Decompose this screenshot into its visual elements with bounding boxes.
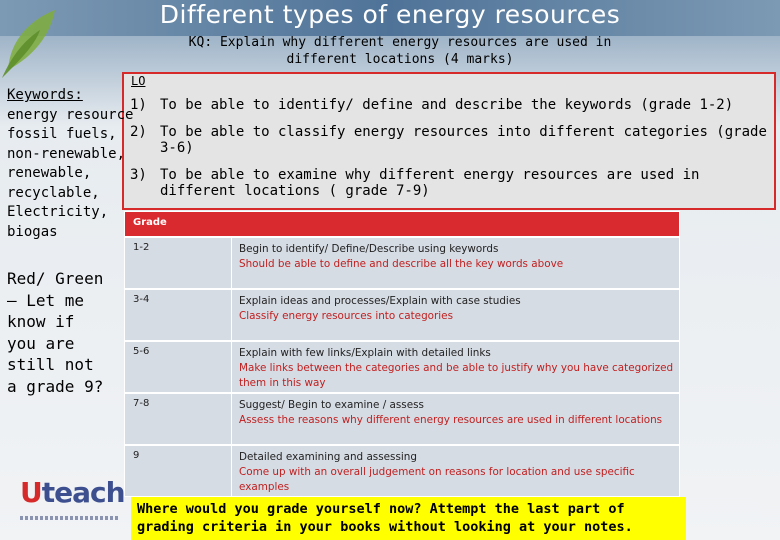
grade-cell: 5-6 [133,346,150,357]
cell-divider [231,446,232,496]
logo-wordmark: Uteach [20,476,125,509]
grade-task: Assess the reasons why different energy resources are used in different locations [239,414,663,426]
keyword-item: recyclable, [7,184,100,201]
uteach-logo [20,476,125,526]
grade-description [239,346,675,391]
grade-description [239,398,675,428]
lo-item-number: 3) [130,167,147,183]
lo-item-text: To be able to identify/ define and describe the keywords (grade 1-2) [160,97,734,113]
grade-description [239,242,675,272]
cell-divider [231,394,232,444]
slide-title: Different types of energy resources [159,0,621,29]
grade-row [124,341,680,393]
lo-item [130,167,770,199]
keyword-item: renewable, [7,165,92,181]
lo-item [130,97,770,113]
grade-criteria: Detailed examining and assessing [239,451,417,463]
grade-task: Make links between the categories and be able to justify why you have categorized them in this way [239,362,674,389]
keyword-item: non-renewable, [7,145,126,162]
lo-label: LO [131,74,146,88]
logo-tagline-decoration [20,516,120,520]
red-green-prompt: Red/ Green – Let me know if you are still not a grade 9? [7,269,104,396]
cell-divider [231,290,232,340]
cell-divider [231,238,232,288]
lo-item-number: 2) [130,124,147,140]
lo-item-text: To be able to classify energy resources into different categories (grade 3-6) [160,124,767,156]
grade-criteria: Explain with few links/Explain with detailed links [239,347,491,359]
grade-row [124,445,680,497]
grade-cell: 9 [133,450,140,461]
grade-row [124,237,680,289]
keyword-item: energy resource [7,106,134,123]
grade-task: Classify energy resources into categories [239,310,453,322]
grade-cell: 3-4 [133,294,150,305]
key-question: KQ: Explain why different energy resources are used in different locations (4 marks) [188,35,612,67]
grade-criteria: Begin to identify/ Define/Describe using keywords [239,243,499,255]
lo-item-number: 1) [130,97,147,113]
lo-item [130,124,770,156]
grade-criteria: Suggest/ Begin to examine / assess [239,399,424,411]
keywords-heading: Keywords: [7,87,83,103]
grade-header-label: Grade [133,217,167,228]
grade-description [239,450,675,495]
keyword-item: Electricity, [7,204,109,220]
keywords-panel [7,86,137,242]
keyword-item: biogas [7,223,58,240]
grade-criteria: Explain ideas and processes/Explain with case studies [239,295,521,307]
self-assessment-callout: Where would you grade yourself now? Attempt the last part of grading criteria in your books without looking at your notes. [131,497,686,540]
grade-row [124,289,680,341]
cell-divider [231,342,232,392]
grade-cell: 1-2 [133,242,150,253]
grade-table-header [124,211,680,237]
learning-objectives-list [130,97,770,210]
grade-row [124,393,680,445]
grade-cell: 7-8 [133,398,150,409]
grade-description [239,294,675,324]
grade-task: Should be able to define and describe all the key words above [239,258,564,270]
lo-item-text: To be able to examine why different energy resources are used in different locations ( grade 7-9) [160,167,700,199]
grade-task: Come up with an overall judgement on reasons for location and use specific examples [239,466,635,493]
keyword-item: fossil fuels, [7,126,117,142]
